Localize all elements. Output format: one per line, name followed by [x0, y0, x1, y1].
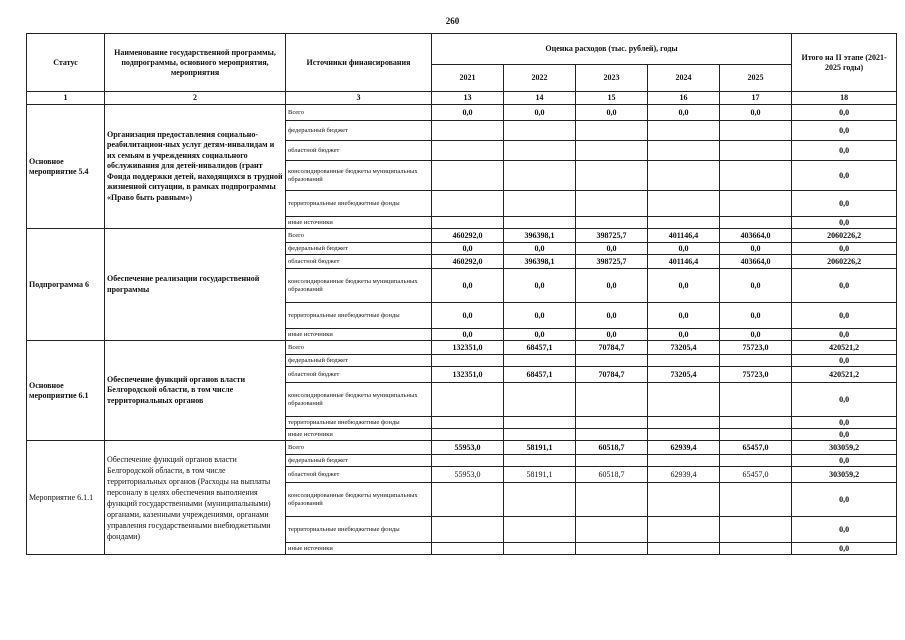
year-value [504, 121, 576, 141]
year-value [432, 141, 504, 161]
year-value: 0,0 [504, 105, 576, 121]
total-value: 0,0 [792, 121, 897, 141]
year-value [432, 191, 504, 217]
year-value [504, 141, 576, 161]
year-value [576, 383, 648, 417]
year-value: 403664,0 [720, 255, 792, 269]
year-value: 58191,1 [504, 467, 576, 483]
year-value [432, 383, 504, 417]
table-row [27, 341, 897, 355]
table-row [27, 229, 897, 243]
year-value: 0,0 [648, 303, 720, 329]
row-status: Мероприятие 6.1.1 [27, 441, 105, 555]
year-value: 0,0 [504, 329, 576, 341]
year-value: 65457,0 [720, 467, 792, 483]
year-value: 132351,0 [432, 367, 504, 383]
total-value: 303059,2 [792, 441, 897, 455]
year-value [720, 383, 792, 417]
year-value [648, 217, 720, 229]
year-value [504, 355, 576, 367]
funding-source: иные источники [286, 429, 432, 441]
year-value: 398725,7 [576, 255, 648, 269]
year-value [648, 355, 720, 367]
total-value: 0,0 [792, 543, 897, 555]
year-value: 75723,0 [720, 341, 792, 355]
year-value [648, 121, 720, 141]
total-value: 0,0 [792, 303, 897, 329]
row-name: Обеспечение реализации государственной программы [105, 229, 286, 341]
year-value [432, 483, 504, 517]
funding-source: консолидированные бюджеты муниципальных образований [286, 269, 432, 303]
year-value: 396398,1 [504, 229, 576, 243]
year-value: 62939,4 [648, 467, 720, 483]
year-value [648, 543, 720, 555]
year-value: 68457,1 [504, 341, 576, 355]
total-value: 0,0 [792, 161, 897, 191]
year-value: 460292,0 [432, 229, 504, 243]
funding-source: федеральный бюджет [286, 355, 432, 367]
funding-source: Всего [286, 105, 432, 121]
year-value [648, 417, 720, 429]
year-value: 0,0 [576, 303, 648, 329]
year-value [504, 383, 576, 417]
year-value: 0,0 [648, 329, 720, 341]
year-value: 396398,1 [504, 255, 576, 269]
year-value: 132351,0 [432, 341, 504, 355]
year-value [720, 141, 792, 161]
funding-source: территориальные внебюджетные фонды [286, 517, 432, 543]
year-value: 0,0 [648, 269, 720, 303]
funding-source: Всего [286, 229, 432, 243]
year-value: 460292,0 [432, 255, 504, 269]
funding-source: консолидированные бюджеты муниципальных образований [286, 161, 432, 191]
year-value [432, 217, 504, 229]
year-value [576, 217, 648, 229]
year-value [648, 429, 720, 441]
year-value [720, 543, 792, 555]
table-row [27, 441, 897, 455]
year-value: 0,0 [576, 329, 648, 341]
table-header [27, 34, 897, 105]
year-value: 0,0 [504, 269, 576, 303]
column-number: 15 [576, 92, 648, 105]
table-row [27, 105, 897, 121]
year-value [576, 483, 648, 517]
year-value: 0,0 [576, 269, 648, 303]
year-value: 0,0 [432, 269, 504, 303]
funding-source: территориальные внебюджетные фонды [286, 191, 432, 217]
year-value [720, 191, 792, 217]
year-value [432, 355, 504, 367]
row-status: Подпрограмма 6 [27, 229, 105, 341]
column-number: 3 [286, 92, 432, 105]
column-number: 2 [105, 92, 286, 105]
year-value [648, 191, 720, 217]
year-value [576, 455, 648, 467]
year-value [720, 217, 792, 229]
funding-source: территориальные внебюджетные фонды [286, 303, 432, 329]
year-value [432, 429, 504, 441]
year-value: 0,0 [504, 303, 576, 329]
header-name: Наименование государственной программы, подпрограммы, основного мероприятия, мероприятия [105, 34, 286, 92]
row-status: Основное мероприятие 6.1 [27, 341, 105, 441]
total-value: 0,0 [792, 483, 897, 517]
year-value [648, 141, 720, 161]
year-value: 401146,4 [648, 255, 720, 269]
year-value [576, 191, 648, 217]
header-year: 2024 [648, 65, 720, 92]
year-value [576, 417, 648, 429]
year-value [504, 483, 576, 517]
total-value: 0,0 [792, 243, 897, 255]
total-value: 2060226,2 [792, 229, 897, 243]
year-value: 0,0 [432, 303, 504, 329]
row-name: Обеспечение функций органов власти Белгородской области, в том числе территориальных органов [105, 341, 286, 441]
total-value: 420521,2 [792, 341, 897, 355]
year-value [576, 141, 648, 161]
total-value: 0,0 [792, 217, 897, 229]
year-value [720, 161, 792, 191]
column-number: 16 [648, 92, 720, 105]
year-value: 0,0 [576, 105, 648, 121]
year-value [432, 161, 504, 191]
total-value: 0,0 [792, 141, 897, 161]
year-value: 0,0 [432, 243, 504, 255]
column-number: 18 [792, 92, 897, 105]
year-value: 73205,4 [648, 341, 720, 355]
funding-source: областной бюджет [286, 141, 432, 161]
year-value: 401146,4 [648, 229, 720, 243]
total-value: 0,0 [792, 417, 897, 429]
header-year: 2023 [576, 65, 648, 92]
total-value: 0,0 [792, 191, 897, 217]
header-status: Статус [27, 34, 105, 92]
year-value [576, 121, 648, 141]
total-value: 2060226,2 [792, 255, 897, 269]
funding-source: областной бюджет [286, 467, 432, 483]
total-value: 0,0 [792, 105, 897, 121]
year-value [576, 517, 648, 543]
year-value [720, 517, 792, 543]
column-number: 13 [432, 92, 504, 105]
funding-source: Всего [286, 441, 432, 455]
funding-source: областной бюджет [286, 367, 432, 383]
year-value: 70784,7 [576, 341, 648, 355]
year-value: 55953,0 [432, 441, 504, 455]
year-value [720, 429, 792, 441]
header-year: 2021 [432, 65, 504, 92]
year-value: 0,0 [648, 105, 720, 121]
total-value: 0,0 [792, 455, 897, 467]
total-value: 420521,2 [792, 367, 897, 383]
header-year: 2022 [504, 65, 576, 92]
year-value [504, 455, 576, 467]
year-value [720, 121, 792, 141]
row-name: Обеспечение функций органов власти Белгородской области, в том числе территориальных органов (Расходы на выплаты персоналу в целях обеспечения выполнения функций государственными (муниципальными) органами, казенными учреждениями, органами управления государственными внебюджетными фондами) [105, 441, 286, 555]
header-total: Итого на II этапе (2021-2025 годы) [792, 34, 897, 92]
total-value: 0,0 [792, 329, 897, 341]
year-value [432, 517, 504, 543]
funding-source: федеральный бюджет [286, 121, 432, 141]
year-value [720, 483, 792, 517]
year-value [504, 191, 576, 217]
table-body [27, 105, 897, 555]
year-value [720, 417, 792, 429]
year-value [648, 161, 720, 191]
funding-source: иные источники [286, 217, 432, 229]
year-value: 60518,7 [576, 441, 648, 455]
year-value: 58191,1 [504, 441, 576, 455]
year-value: 0,0 [720, 243, 792, 255]
year-value [504, 517, 576, 543]
year-value [504, 543, 576, 555]
total-value: 0,0 [792, 383, 897, 417]
funding-source: областной бюджет [286, 255, 432, 269]
year-value: 0,0 [432, 105, 504, 121]
header-year: 2025 [720, 65, 792, 92]
funding-source: иные источники [286, 329, 432, 341]
funding-source: федеральный бюджет [286, 455, 432, 467]
year-value: 68457,1 [504, 367, 576, 383]
year-value: 55953,0 [432, 467, 504, 483]
year-value [576, 161, 648, 191]
year-value: 403664,0 [720, 229, 792, 243]
year-value: 0,0 [504, 243, 576, 255]
year-value [504, 161, 576, 191]
year-value [504, 217, 576, 229]
year-value [648, 483, 720, 517]
row-status: Основное мероприятие 5.4 [27, 105, 105, 229]
funding-source: федеральный бюджет [286, 243, 432, 255]
column-number: 1 [27, 92, 105, 105]
year-value [432, 455, 504, 467]
row-name: Организация предоставления социально-реабилитацион-ных услуг детям-инвалидам и их семьям в учреждениях социального обслуживания для детей-инвалидов (грант Фонда поддержки детей, находящихся в трудной жизненной ситуации, в рамках подпрограммы «Право быть равным») [105, 105, 286, 229]
year-value [504, 429, 576, 441]
year-value [648, 383, 720, 417]
year-value: 0,0 [720, 105, 792, 121]
year-value [720, 455, 792, 467]
year-value [720, 355, 792, 367]
year-value [576, 429, 648, 441]
year-value: 0,0 [720, 329, 792, 341]
funding-source: консолидированные бюджеты муниципальных образований [286, 483, 432, 517]
year-value [432, 543, 504, 555]
total-value: 0,0 [792, 355, 897, 367]
year-value: 75723,0 [720, 367, 792, 383]
year-value [432, 417, 504, 429]
year-value: 62939,4 [648, 441, 720, 455]
year-value: 0,0 [720, 303, 792, 329]
year-value: 0,0 [576, 243, 648, 255]
total-value: 303059,2 [792, 467, 897, 483]
year-value: 60518,7 [576, 467, 648, 483]
year-value [432, 121, 504, 141]
year-value [576, 355, 648, 367]
column-number: 14 [504, 92, 576, 105]
year-value: 0,0 [432, 329, 504, 341]
funding-source: иные источники [286, 543, 432, 555]
year-value: 0,0 [648, 243, 720, 255]
year-value [648, 517, 720, 543]
year-value [576, 543, 648, 555]
total-value: 0,0 [792, 517, 897, 543]
header-estimate: Оценка расходов (тыс. рублей), годы [432, 34, 792, 65]
year-value: 65457,0 [720, 441, 792, 455]
funding-source: территориальные внебюджетные фонды [286, 417, 432, 429]
total-value: 0,0 [792, 429, 897, 441]
budget-table [26, 33, 897, 555]
funding-source: консолидированные бюджеты муниципальных образований [286, 383, 432, 417]
page-number: 260 [445, 16, 460, 26]
year-value: 0,0 [720, 269, 792, 303]
funding-source: Всего [286, 341, 432, 355]
year-value [648, 455, 720, 467]
year-value: 398725,7 [576, 229, 648, 243]
header-sources: Источники финансирования [286, 34, 432, 92]
year-value [504, 417, 576, 429]
total-value: 0,0 [792, 269, 897, 303]
year-value: 73205,4 [648, 367, 720, 383]
column-number: 17 [720, 92, 792, 105]
year-value: 70784,7 [576, 367, 648, 383]
